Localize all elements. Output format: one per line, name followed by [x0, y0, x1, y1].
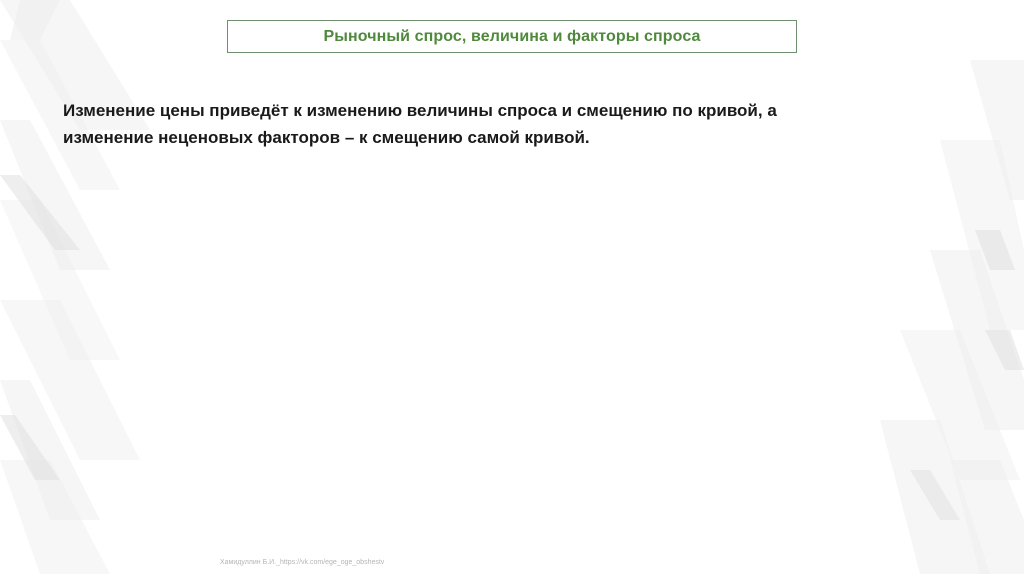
body-line-1: Изменение цены приведёт к изменению величины спроса и смещению по кривой, а [63, 101, 777, 120]
slide-title-box [227, 20, 797, 53]
slide-title: Рыночный спрос, величина и факторы спроса [323, 27, 701, 45]
footer-credit: Хамидуллин Б.И._https://vk.com/ege_oge_obshestv [220, 559, 385, 566]
slide-body [63, 97, 893, 151]
body-line-2: изменение неценовых факторов – к смещению самой кривой. [63, 128, 590, 147]
